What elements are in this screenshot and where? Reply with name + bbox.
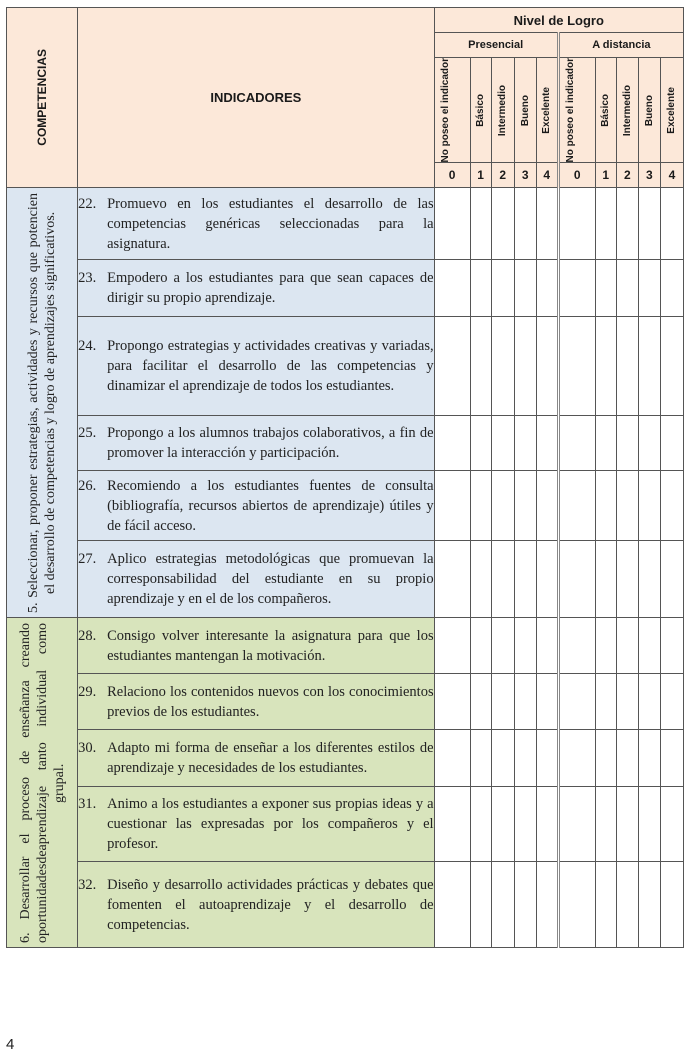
score-checkbox-distancia-2[interactable]: [616, 787, 638, 862]
score-checkbox-presencial-3[interactable]: [514, 730, 536, 787]
indicador-text: Adapto mi forma de enseñar a los diferentes estilos de aprendizaje y necesidades de los estudiantes.: [107, 740, 434, 777]
score-checkbox-presencial-3[interactable]: [514, 416, 536, 471]
score-checkbox-presencial-4[interactable]: [536, 416, 558, 471]
table-row: [7, 541, 684, 618]
score-checkbox-presencial-4[interactable]: [536, 541, 558, 618]
score-checkbox-distancia-4[interactable]: [660, 188, 683, 260]
score-checkbox-distancia-4[interactable]: [660, 317, 683, 416]
score-checkbox-presencial-4[interactable]: [536, 188, 558, 260]
score-checkbox-presencial-2[interactable]: [491, 730, 514, 787]
indicador-number: 30.: [78, 740, 97, 757]
level-header-distancia-4: [660, 58, 683, 163]
score-checkbox-distancia-1[interactable]: [595, 188, 616, 260]
indicador-number: 22.: [78, 195, 97, 212]
level-header-presencial-2: [491, 58, 514, 163]
level-label: Excelente: [541, 86, 553, 134]
level-label: Intermedio: [621, 84, 633, 136]
score-checkbox-presencial-4[interactable]: [536, 674, 558, 730]
score-checkbox-distancia-4[interactable]: [660, 674, 683, 730]
score-checkbox-presencial-1[interactable]: [470, 260, 491, 317]
score-header-distancia-2: 2: [616, 163, 638, 188]
level-label: Básico: [600, 93, 612, 127]
indicador-number: 24.: [78, 338, 97, 355]
indicador-cell: [78, 787, 435, 862]
indicador-number: 25.: [78, 425, 97, 442]
table-row: [7, 317, 684, 416]
level-header-presencial-3: [514, 58, 536, 163]
score-checkbox-distancia-3[interactable]: [638, 260, 660, 317]
score-checkbox-distancia-1[interactable]: [595, 471, 616, 541]
score-header-presencial-3: 3: [514, 163, 536, 188]
table-row: [7, 730, 684, 787]
indicador-text: Recomiendo a los estudiantes fuentes de consulta (bibliografía, recursos abiertos de aprendizaje) útiles y de fácil acceso.: [107, 477, 434, 534]
score-checkbox-distancia-3[interactable]: [638, 471, 660, 541]
score-checkbox-distancia-0[interactable]: [558, 471, 595, 541]
score-checkbox-distancia-2[interactable]: [616, 618, 638, 674]
indicador-cell: [78, 862, 435, 948]
score-checkbox-presencial-4[interactable]: [536, 260, 558, 317]
score-checkbox-presencial-1[interactable]: [470, 618, 491, 674]
presencial-header: Presencial: [434, 33, 558, 58]
competencias-header: [7, 8, 78, 188]
score-checkbox-presencial-0[interactable]: [434, 618, 470, 674]
score-checkbox-presencial-3[interactable]: [514, 862, 536, 948]
score-checkbox-presencial-0[interactable]: [434, 188, 470, 260]
score-checkbox-distancia-4[interactable]: [660, 541, 683, 618]
indicador-cell: [78, 618, 435, 674]
score-checkbox-presencial-1[interactable]: [470, 541, 491, 618]
level-header-presencial-1: [470, 58, 491, 163]
score-checkbox-distancia-1[interactable]: [595, 416, 616, 471]
score-checkbox-presencial-3[interactable]: [514, 317, 536, 416]
score-checkbox-presencial-3[interactable]: [514, 471, 536, 541]
level-header-presencial-4: [536, 58, 558, 163]
score-checkbox-presencial-2[interactable]: [491, 674, 514, 730]
score-checkbox-presencial-0[interactable]: [434, 541, 470, 618]
indicador-cell: [78, 416, 435, 471]
score-checkbox-presencial-1[interactable]: [470, 416, 491, 471]
competencia-cell-6: [7, 618, 78, 948]
score-checkbox-distancia-4[interactable]: [660, 862, 683, 948]
table-row: [7, 471, 684, 541]
indicador-text: Animo a los estudiantes a exponer sus propias ideas y a cuestionar las expresadas por los compañeros y el profesor.: [107, 796, 434, 853]
level-label: Básico: [475, 93, 487, 127]
score-checkbox-presencial-1[interactable]: [470, 188, 491, 260]
score-checkbox-distancia-4[interactable]: [660, 730, 683, 787]
indicador-cell: [78, 730, 435, 787]
indicador-text: Empodero a los estudiantes para que sean capaces de dirigir su propio aprendizaje.: [107, 270, 434, 307]
score-checkbox-presencial-4[interactable]: [536, 471, 558, 541]
score-checkbox-distancia-2[interactable]: [616, 730, 638, 787]
score-checkbox-distancia-0[interactable]: [558, 541, 595, 618]
competencia-label: 6. Desarrollar el proceso de enseñanza creando oportunidadesdeaprendizaje tanto individual como grupal.: [17, 622, 67, 943]
score-checkbox-presencial-0[interactable]: [434, 674, 470, 730]
indicador-text: Aplico estrategias metodológicas que promuevan la corresponsabilidad del estudiante en su propio aprendizaje y en el de los compañeros.: [107, 551, 434, 608]
score-checkbox-presencial-2[interactable]: [491, 862, 514, 948]
table-row: [7, 618, 684, 674]
score-checkbox-distancia-4[interactable]: [660, 260, 683, 317]
page-number: 4: [6, 1036, 15, 1053]
competencia-cell-5: [7, 188, 78, 618]
score-checkbox-distancia-2[interactable]: [616, 541, 638, 618]
score-checkbox-distancia-1[interactable]: [595, 674, 616, 730]
score-checkbox-presencial-4[interactable]: [536, 862, 558, 948]
nivel-de-logro-header: Nivel de Logro: [434, 8, 683, 33]
score-checkbox-distancia-4[interactable]: [660, 416, 683, 471]
score-checkbox-presencial-0[interactable]: [434, 317, 470, 416]
score-checkbox-distancia-3[interactable]: [638, 541, 660, 618]
score-checkbox-distancia-2[interactable]: [616, 416, 638, 471]
score-checkbox-presencial-1[interactable]: [470, 730, 491, 787]
score-checkbox-distancia-0[interactable]: [558, 787, 595, 862]
score-checkbox-presencial-0[interactable]: [434, 416, 470, 471]
score-checkbox-presencial-2[interactable]: [491, 787, 514, 862]
score-checkbox-distancia-0[interactable]: [558, 618, 595, 674]
score-checkbox-distancia-2[interactable]: [616, 188, 638, 260]
score-checkbox-presencial-2[interactable]: [491, 618, 514, 674]
score-header-distancia-3: 3: [638, 163, 660, 188]
score-checkbox-presencial-3[interactable]: [514, 188, 536, 260]
table-body: [7, 188, 684, 948]
score-checkbox-presencial-1[interactable]: [470, 787, 491, 862]
score-checkbox-distancia-0[interactable]: [558, 730, 595, 787]
indicador-number: 31.: [78, 796, 97, 813]
indicador-cell: [78, 471, 435, 541]
score-checkbox-distancia-3[interactable]: [638, 416, 660, 471]
score-checkbox-presencial-2[interactable]: [491, 188, 514, 260]
score-checkbox-presencial-1[interactable]: [470, 317, 491, 416]
score-checkbox-presencial-2[interactable]: [491, 317, 514, 416]
level-label: Excelente: [666, 86, 678, 134]
score-checkbox-distancia-1[interactable]: [595, 317, 616, 416]
score-checkbox-presencial-4[interactable]: [536, 618, 558, 674]
score-checkbox-presencial-3[interactable]: [514, 787, 536, 862]
score-checkbox-distancia-3[interactable]: [638, 317, 660, 416]
indicador-number: 28.: [78, 627, 97, 644]
score-checkbox-presencial-0[interactable]: [434, 730, 470, 787]
level-header-distancia-0: [558, 58, 595, 163]
score-checkbox-distancia-1[interactable]: [595, 260, 616, 317]
table-row: [7, 260, 684, 317]
score-checkbox-distancia-3[interactable]: [638, 787, 660, 862]
score-checkbox-distancia-3[interactable]: [638, 674, 660, 730]
score-checkbox-presencial-4[interactable]: [536, 317, 558, 416]
score-checkbox-distancia-0[interactable]: [558, 862, 595, 948]
score-checkbox-presencial-3[interactable]: [514, 674, 536, 730]
score-checkbox-distancia-4[interactable]: [660, 787, 683, 862]
score-header-presencial-4: 4: [536, 163, 558, 188]
table-row: [7, 188, 684, 260]
score-checkbox-distancia-2[interactable]: [616, 862, 638, 948]
table-header: [7, 8, 684, 188]
indicador-text: Relaciono los contenidos nuevos con los conocimientos previos de los estudiantes.: [107, 683, 434, 720]
a-distancia-header: A distancia: [558, 33, 683, 58]
score-checkbox-distancia-1[interactable]: [595, 730, 616, 787]
score-checkbox-presencial-2[interactable]: [491, 260, 514, 317]
indicador-text: Consigo volver interesante la asignatura para que los estudiantes mantengan la motivación.: [107, 627, 434, 664]
score-checkbox-distancia-4[interactable]: [660, 618, 683, 674]
score-checkbox-presencial-2[interactable]: [491, 471, 514, 541]
score-checkbox-presencial-0[interactable]: [434, 862, 470, 948]
indicador-cell: [78, 260, 435, 317]
indicador-cell: [78, 674, 435, 730]
indicador-text: Promuevo en los estudiantes el desarrollo de las competencias genéricas seleccionadas para la asignatura.: [107, 195, 434, 252]
indicador-text: Propongo estrategias y actividades creativas y variadas, para facilitar el desarrollo de las competencias y dinamizar el aprendizaje de todos los estudiantes.: [107, 338, 434, 395]
indicador-cell: [78, 317, 435, 416]
indicador-text: Propongo a los alumnos trabajos colaborativos, a fin de promover la interacción y participación.: [107, 425, 434, 462]
score-checkbox-distancia-3[interactable]: [638, 618, 660, 674]
score-checkbox-distancia-0[interactable]: [558, 188, 595, 260]
indicador-cell: [78, 188, 435, 260]
score-header-presencial-1: 1: [470, 163, 491, 188]
score-checkbox-distancia-2[interactable]: [616, 674, 638, 730]
level-label: Bueno: [519, 94, 531, 126]
indicadores-header: INDICADORES: [78, 8, 435, 188]
score-checkbox-distancia-3[interactable]: [638, 188, 660, 260]
score-checkbox-presencial-0[interactable]: [434, 787, 470, 862]
indicador-number: 27.: [78, 551, 97, 568]
level-header-distancia-1: [595, 58, 616, 163]
score-checkbox-distancia-0[interactable]: [558, 317, 595, 416]
competencia-label: 5. Seleccionar, proponer estrategias, actividades y recursos que potencien el desarrollo de competencias y logro de aprendizajes significativos.: [26, 192, 59, 613]
score-checkbox-distancia-3[interactable]: [638, 730, 660, 787]
score-checkbox-distancia-3[interactable]: [638, 862, 660, 948]
score-checkbox-presencial-1[interactable]: [470, 862, 491, 948]
level-label: Intermedio: [497, 84, 509, 136]
level-label: No poseo el indicador: [565, 58, 577, 163]
indicador-number: 32.: [78, 876, 97, 893]
table-row: [7, 674, 684, 730]
competencias-header-label: COMPETENCIAS: [34, 49, 49, 147]
table-row: [7, 862, 684, 948]
level-header-presencial-0: [434, 58, 470, 163]
table-row: [7, 416, 684, 471]
indicador-cell: [78, 541, 435, 618]
score-checkbox-presencial-3[interactable]: [514, 260, 536, 317]
score-checkbox-presencial-4[interactable]: [536, 730, 558, 787]
score-checkbox-distancia-1[interactable]: [595, 787, 616, 862]
level-header-distancia-2: [616, 58, 638, 163]
table-row: [7, 787, 684, 862]
score-checkbox-presencial-2[interactable]: [491, 416, 514, 471]
score-checkbox-distancia-1[interactable]: [595, 618, 616, 674]
score-checkbox-distancia-0[interactable]: [558, 260, 595, 317]
score-header-distancia-0: 0: [558, 163, 595, 188]
score-header-distancia-1: 1: [595, 163, 616, 188]
score-checkbox-distancia-4[interactable]: [660, 471, 683, 541]
indicador-text: Diseño y desarrollo actividades prácticas y debates que fomenten el autoaprendizaje y el desarrollo de competencias.: [107, 876, 434, 933]
score-checkbox-distancia-2[interactable]: [616, 317, 638, 416]
score-checkbox-distancia-1[interactable]: [595, 541, 616, 618]
score-checkbox-presencial-0[interactable]: [434, 260, 470, 317]
evaluation-rubric-table: [6, 7, 684, 948]
score-header-presencial-0: 0: [434, 163, 470, 188]
indicador-number: 26.: [78, 477, 97, 494]
score-checkbox-presencial-0[interactable]: [434, 471, 470, 541]
score-checkbox-presencial-1[interactable]: [470, 674, 491, 730]
indicador-number: 29.: [78, 683, 97, 700]
score-header-distancia-4: 4: [660, 163, 683, 188]
score-checkbox-presencial-2[interactable]: [491, 541, 514, 618]
score-checkbox-presencial-3[interactable]: [514, 618, 536, 674]
level-header-distancia-3: [638, 58, 660, 163]
score-header-presencial-2: 2: [491, 163, 514, 188]
level-label: Bueno: [643, 94, 655, 126]
score-checkbox-distancia-2[interactable]: [616, 471, 638, 541]
score-checkbox-distancia-2[interactable]: [616, 260, 638, 317]
level-label: No poseo el indicador: [440, 58, 452, 163]
score-checkbox-presencial-4[interactable]: [536, 787, 558, 862]
indicador-number: 23.: [78, 270, 97, 287]
score-checkbox-distancia-1[interactable]: [595, 862, 616, 948]
score-checkbox-presencial-3[interactable]: [514, 541, 536, 618]
score-checkbox-distancia-0[interactable]: [558, 674, 595, 730]
score-checkbox-distancia-0[interactable]: [558, 416, 595, 471]
score-checkbox-presencial-1[interactable]: [470, 471, 491, 541]
